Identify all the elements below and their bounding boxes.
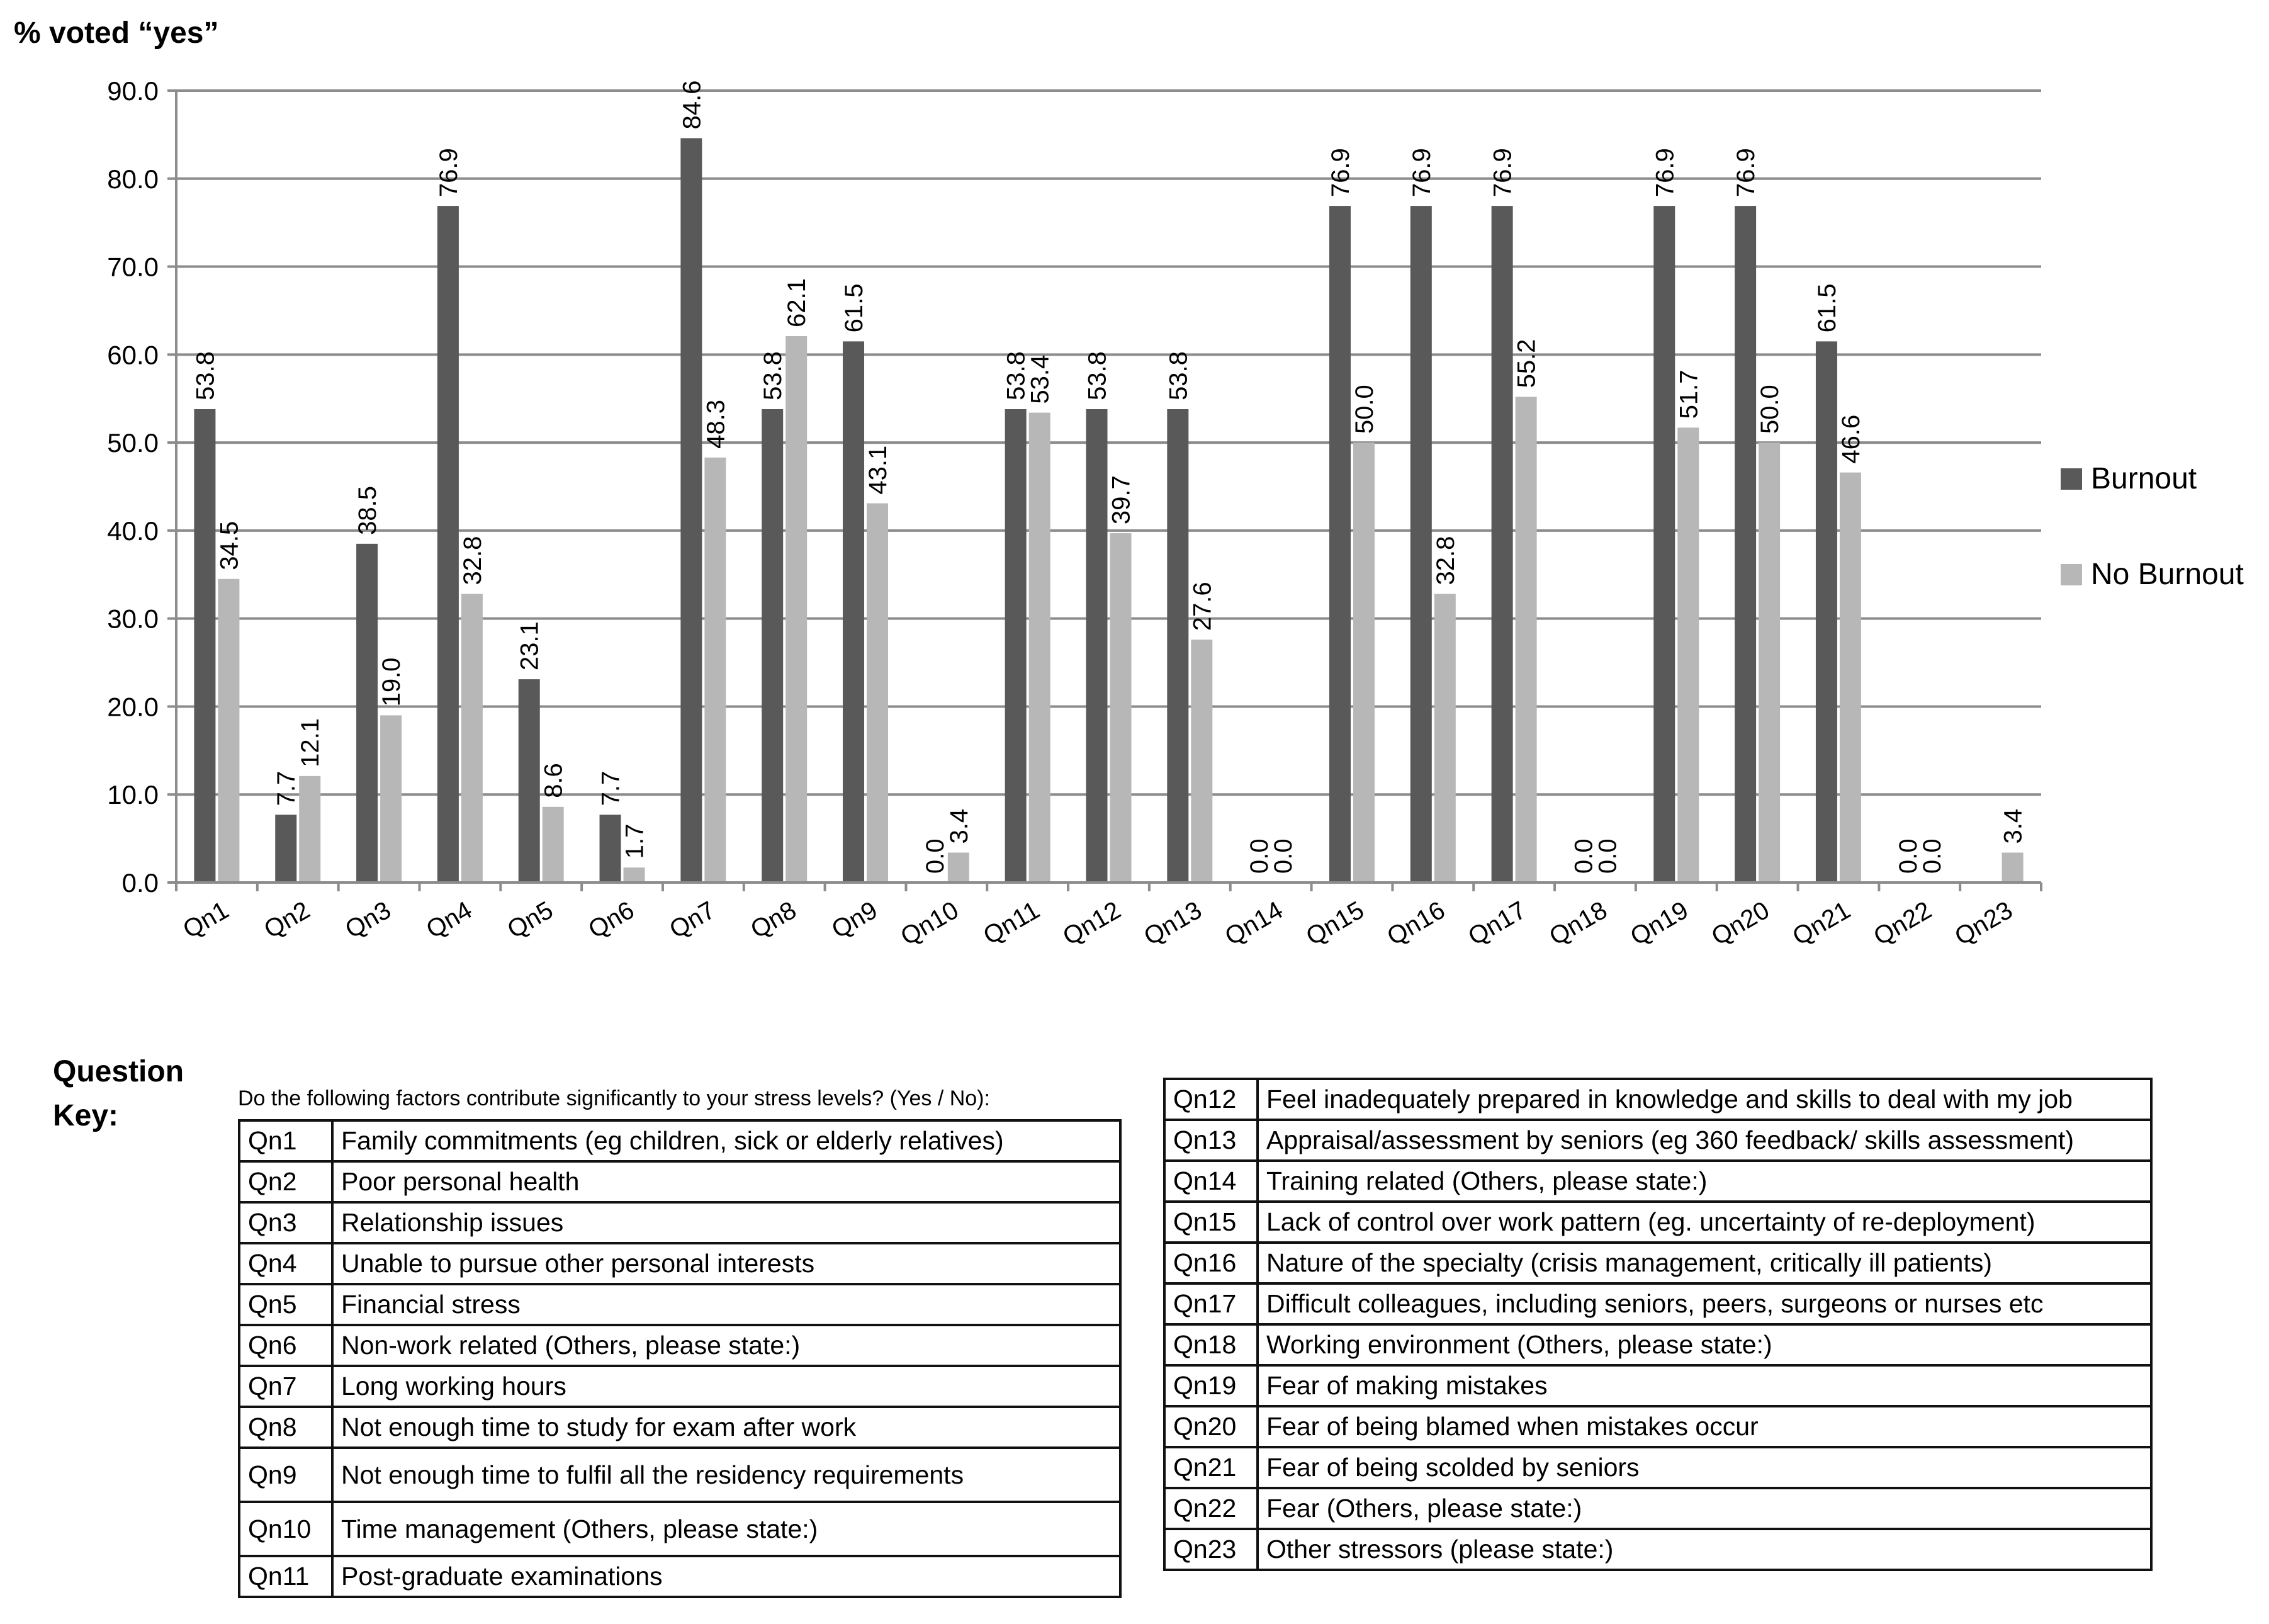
value-label-burnout-qn4: 76.9 <box>434 148 463 198</box>
value-label-burnout-qn12: 53.8 <box>1083 351 1112 400</box>
bar-burnout-qn2 <box>275 815 296 882</box>
key-question-id: Qn11 <box>239 1556 332 1597</box>
key-question-id: Qn20 <box>1164 1406 1258 1447</box>
value-label-burnout-qn10: 0.0 <box>921 838 949 874</box>
question-key-heading: Question Key: <box>53 1055 184 1132</box>
value-label-no-burnout-qn17: 55.2 <box>1512 339 1541 388</box>
key-row-qn17 <box>1164 1283 2151 1324</box>
key-row-qn1 <box>239 1120 1120 1161</box>
key-question-text: Not enough time to fulfil all the residency requirements <box>332 1448 1120 1502</box>
key-question-id: Qn7 <box>239 1366 332 1407</box>
y-axis-label: % voted “yes” <box>14 16 219 50</box>
y-tick-label-4: 40.0 <box>107 516 159 546</box>
key-row-qn5 <box>239 1284 1120 1325</box>
question-key-intro: Do the following factors contribute significantly to your stress levels? (Yes / No): <box>238 1086 990 1110</box>
value-label-no-burnout-qn18: 0.0 <box>1594 838 1622 874</box>
key-question-text: Fear (Others, please state:) <box>1258 1488 2151 1529</box>
key-question-id: Qn23 <box>1164 1529 1258 1570</box>
value-label-burnout-qn13: 53.8 <box>1164 351 1193 400</box>
key-row-qn8 <box>239 1407 1120 1448</box>
bar-no-burnout-qn21 <box>1840 473 1861 882</box>
legend-label-burnout: Burnout <box>2091 462 2197 495</box>
key-question-text: Difficult colleagues, including seniors, peers, surgeons or nurses etc <box>1258 1283 2151 1324</box>
key-question-id: Qn4 <box>239 1243 332 1284</box>
key-question-text: Financial stress <box>332 1284 1120 1325</box>
bar-no-burnout-qn12 <box>1110 533 1132 882</box>
key-question-text: Feel inadequately prepared in knowledge and skills to deal with my job <box>1258 1079 2151 1120</box>
bar-no-burnout-qn5 <box>543 807 564 882</box>
x-tick-label-qn23: Qn23 <box>1950 896 2018 951</box>
y-tick-label-8: 80.0 <box>107 164 159 194</box>
question-key-table-right <box>1163 1078 2153 1571</box>
x-tick-label-qn5: Qn5 <box>502 896 558 944</box>
bar-no-burnout-qn2 <box>299 776 320 882</box>
key-question-text: Appraisal/assessment by seniors (eg 360 feedback/ skills assessment) <box>1258 1120 2151 1161</box>
key-row-qn19 <box>1164 1365 2151 1406</box>
value-label-no-burnout-qn4: 32.8 <box>458 536 487 585</box>
bar-burnout-qn12 <box>1086 409 1108 882</box>
key-question-id: Qn18 <box>1164 1324 1258 1365</box>
value-label-no-burnout-qn15: 50.0 <box>1350 385 1378 434</box>
key-question-text: Time management (Others, please state:) <box>332 1502 1120 1556</box>
value-label-no-burnout-qn6: 1.7 <box>621 823 649 859</box>
bar-burnout-qn17 <box>1492 206 1513 882</box>
key-row-qn21 <box>1164 1447 2151 1488</box>
bar-burnout-qn11 <box>1005 409 1027 882</box>
y-tick-label-6: 60.0 <box>107 340 159 370</box>
value-label-burnout-qn2: 7.7 <box>273 770 301 806</box>
x-tick-label-qn19: Qn19 <box>1626 896 1693 951</box>
y-tick-labels <box>107 76 159 898</box>
question-key-table-left <box>238 1119 1122 1598</box>
bar-burnout-qn7 <box>680 138 702 882</box>
value-label-no-burnout-qn22: 0.0 <box>1918 838 1946 874</box>
bar-burnout-qn19 <box>1653 206 1675 882</box>
value-label-burnout-qn18: 0.0 <box>1570 838 1598 874</box>
legend-label-no-burnout: No Burnout <box>2091 558 2244 591</box>
bar-no-burnout-qn23 <box>2002 852 2024 882</box>
value-label-burnout-qn3: 38.5 <box>354 485 382 535</box>
value-label-no-burnout-qn5: 8.6 <box>539 763 568 798</box>
key-question-text: Fear of making mistakes <box>1258 1365 2151 1406</box>
value-label-burnout-qn7: 84.6 <box>678 80 706 130</box>
key-row-qn20 <box>1164 1406 2151 1447</box>
value-label-burnout-qn21: 61.5 <box>1813 283 1841 333</box>
x-tick-label-qn15: Qn15 <box>1301 896 1369 951</box>
key-question-id: Qn2 <box>239 1161 332 1202</box>
x-tick-label-qn3: Qn3 <box>341 896 396 944</box>
value-label-no-burnout-qn14: 0.0 <box>1270 838 1298 874</box>
bar-burnout-qn9 <box>843 341 864 882</box>
key-row-qn9 <box>239 1448 1120 1502</box>
x-tick-label-qn22: Qn22 <box>1869 896 1937 951</box>
key-question-id: Qn12 <box>1164 1079 1258 1120</box>
key-question-text: Working environment (Others, please state:) <box>1258 1324 2151 1365</box>
bar-no-burnout-qn15 <box>1353 443 1375 882</box>
x-tick-label-qn2: Qn2 <box>259 896 315 944</box>
value-label-burnout-qn6: 7.7 <box>597 770 625 806</box>
bar-no-burnout-qn13 <box>1191 640 1212 882</box>
bar-burnout-qn13 <box>1167 409 1188 882</box>
value-label-burnout-qn5: 23.1 <box>515 621 544 671</box>
key-question-text: Post-graduate examinations <box>332 1556 1120 1597</box>
bar-no-burnout-qn8 <box>785 336 807 882</box>
bar-no-burnout-qn19 <box>1677 427 1699 882</box>
key-question-text: Long working hours <box>332 1366 1120 1407</box>
y-tick-label-0: 0.0 <box>121 868 159 898</box>
bar-burnout-qn16 <box>1410 206 1432 882</box>
key-question-id: Qn9 <box>239 1448 332 1502</box>
key-question-id: Qn15 <box>1164 1202 1258 1243</box>
x-tick-label-qn14: Qn14 <box>1220 896 1288 951</box>
value-label-no-burnout-qn3: 19.0 <box>378 657 406 707</box>
key-row-qn16 <box>1164 1243 2151 1283</box>
bar-burnout-qn20 <box>1735 206 1756 882</box>
key-question-text: Relationship issues <box>332 1202 1120 1243</box>
key-question-id: Qn8 <box>239 1407 332 1448</box>
y-tick-label-3: 30.0 <box>107 604 159 634</box>
value-label-no-burnout-qn8: 62.1 <box>783 278 811 327</box>
value-label-no-burnout-qn9: 43.1 <box>864 445 892 495</box>
value-label-no-burnout-qn10: 3.4 <box>945 808 973 844</box>
key-question-id: Qn13 <box>1164 1120 1258 1161</box>
y-tick-label-1: 10.0 <box>107 780 159 810</box>
value-label-no-burnout-qn7: 48.3 <box>702 400 730 449</box>
bar-no-burnout-qn16 <box>1434 594 1456 882</box>
key-question-text: Family commitments (eg children, sick or elderly relatives) <box>332 1120 1120 1161</box>
x-tick-label-qn1: Qn1 <box>178 896 234 944</box>
key-question-text: Training related (Others, please state:) <box>1258 1161 2151 1202</box>
y-tick-label-7: 70.0 <box>107 252 159 282</box>
x-tick-label-qn20: Qn20 <box>1706 896 1774 951</box>
bar-burnout-qn6 <box>600 815 621 882</box>
x-tick-label-qn9: Qn9 <box>827 896 882 944</box>
x-tick-label-qn13: Qn13 <box>1139 896 1207 951</box>
key-question-text: Fear of being blamed when mistakes occur <box>1258 1406 2151 1447</box>
bar-burnout-qn8 <box>762 409 783 882</box>
x-tick-label-qn6: Qn6 <box>583 896 639 944</box>
y-tick-label-5: 50.0 <box>107 428 159 458</box>
key-question-id: Qn3 <box>239 1202 332 1243</box>
key-row-qn2 <box>239 1161 1120 1202</box>
key-question-id: Qn17 <box>1164 1283 1258 1324</box>
x-tick-label-qn21: Qn21 <box>1788 896 1855 951</box>
x-tick-label-qn10: Qn10 <box>896 896 964 951</box>
key-row-qn12 <box>1164 1079 2151 1120</box>
bar-burnout-qn21 <box>1816 341 1837 882</box>
value-label-burnout-qn20: 76.9 <box>1732 148 1760 198</box>
key-question-id: Qn10 <box>239 1502 332 1556</box>
legend <box>2061 462 2244 591</box>
x-tick-label-qn18: Qn18 <box>1545 896 1612 951</box>
key-row-qn14 <box>1164 1161 2151 1202</box>
value-label-no-burnout-qn11: 53.4 <box>1026 354 1054 404</box>
key-question-id: Qn6 <box>239 1325 332 1366</box>
bar-burnout-qn3 <box>356 544 378 882</box>
key-row-qn15 <box>1164 1202 2151 1243</box>
value-label-no-burnout-qn20: 50.0 <box>1756 385 1784 434</box>
key-row-qn4 <box>239 1243 1120 1284</box>
bar-no-burnout-qn9 <box>867 504 888 882</box>
key-question-id: Qn14 <box>1164 1161 1258 1202</box>
x-tick-label-qn4: Qn4 <box>421 896 477 944</box>
key-question-text: Not enough time to study for exam after work <box>332 1407 1120 1448</box>
key-question-id: Qn1 <box>239 1120 332 1161</box>
value-label-burnout-qn16: 76.9 <box>1407 148 1436 198</box>
key-row-qn10 <box>239 1502 1120 1556</box>
y-tick-label-9: 90.0 <box>107 76 159 106</box>
y-tick-label-2: 20.0 <box>107 692 159 722</box>
x-tick-labels <box>178 896 2017 951</box>
x-tick-label-qn11: Qn11 <box>978 896 1045 950</box>
value-label-burnout-qn22: 0.0 <box>1894 838 1922 874</box>
x-tick-label-qn7: Qn7 <box>665 896 720 944</box>
value-label-no-burnout-qn21: 46.6 <box>1837 414 1865 464</box>
bar-no-burnout-qn7 <box>704 458 726 882</box>
key-question-text: Nature of the specialty (crisis management, critically ill patients) <box>1258 1243 2151 1283</box>
x-tick-label-qn17: Qn17 <box>1463 896 1531 951</box>
value-label-no-burnout-qn19: 51.7 <box>1675 369 1703 419</box>
bar-no-burnout-qn11 <box>1029 413 1050 882</box>
value-label-no-burnout-qn1: 34.5 <box>215 521 244 570</box>
value-label-no-burnout-qn23: 3.4 <box>1999 808 2027 844</box>
value-label-no-burnout-qn16: 32.8 <box>1431 536 1460 585</box>
key-question-id: Qn16 <box>1164 1243 1258 1283</box>
x-tick-label-qn16: Qn16 <box>1382 896 1450 951</box>
value-label-burnout-qn19: 76.9 <box>1651 148 1679 198</box>
bar-no-burnout-qn20 <box>1759 443 1780 882</box>
bar-burnout-qn5 <box>519 679 540 882</box>
key-question-text: Lack of control over work pattern (eg. uncertainty of re-deployment) <box>1258 1202 2151 1243</box>
value-label-no-burnout-qn2: 12.1 <box>296 718 325 767</box>
x-tick-label-qn12: Qn12 <box>1058 896 1125 951</box>
bar-burnout-qn1 <box>194 409 215 882</box>
bar-burnout-qn4 <box>437 206 459 882</box>
key-row-qn7 <box>239 1366 1120 1407</box>
key-question-text: Poor personal health <box>332 1161 1120 1202</box>
key-question-id: Qn21 <box>1164 1447 1258 1488</box>
legend-swatch-no-burnout <box>2061 564 2082 585</box>
value-label-burnout-qn8: 53.8 <box>759 351 787 400</box>
x-tick-label-qn8: Qn8 <box>746 896 801 944</box>
value-label-burnout-qn1: 53.8 <box>191 351 220 400</box>
bar-no-burnout-qn4 <box>461 594 483 882</box>
key-question-text: Non-work related (Others, please state:) <box>332 1325 1120 1366</box>
key-question-id: Qn22 <box>1164 1488 1258 1529</box>
value-label-no-burnout-qn13: 27.6 <box>1188 582 1217 631</box>
bar-no-burnout-qn1 <box>218 579 239 882</box>
value-label-burnout-qn11: 53.8 <box>1002 351 1030 400</box>
value-label-burnout-qn17: 76.9 <box>1489 148 1517 198</box>
key-row-qn22 <box>1164 1488 2151 1529</box>
key-question-text: Fear of being scolded by seniors <box>1258 1447 2151 1488</box>
key-row-qn13 <box>1164 1120 2151 1161</box>
key-row-qn11 <box>239 1556 1120 1597</box>
key-question-id: Qn19 <box>1164 1365 1258 1406</box>
value-label-burnout-qn9: 61.5 <box>840 283 869 333</box>
bar-no-burnout-qn6 <box>624 867 645 882</box>
key-row-qn18 <box>1164 1324 2151 1365</box>
key-question-text: Other stressors (please state:) <box>1258 1529 2151 1570</box>
key-row-qn6 <box>239 1325 1120 1366</box>
value-label-burnout-qn15: 76.9 <box>1326 148 1354 198</box>
legend-swatch-burnout <box>2061 468 2082 490</box>
bar-burnout-qn15 <box>1329 206 1351 882</box>
key-row-qn23 <box>1164 1529 2151 1570</box>
key-row-qn3 <box>239 1202 1120 1243</box>
key-question-text: Unable to pursue other personal interests <box>332 1243 1120 1284</box>
bar-no-burnout-qn17 <box>1516 397 1537 882</box>
value-label-burnout-qn14: 0.0 <box>1246 838 1274 874</box>
value-label-no-burnout-qn12: 39.7 <box>1107 475 1135 525</box>
key-question-id: Qn5 <box>239 1284 332 1325</box>
bar-no-burnout-qn3 <box>380 715 402 882</box>
bar-no-burnout-qn10 <box>948 852 969 882</box>
